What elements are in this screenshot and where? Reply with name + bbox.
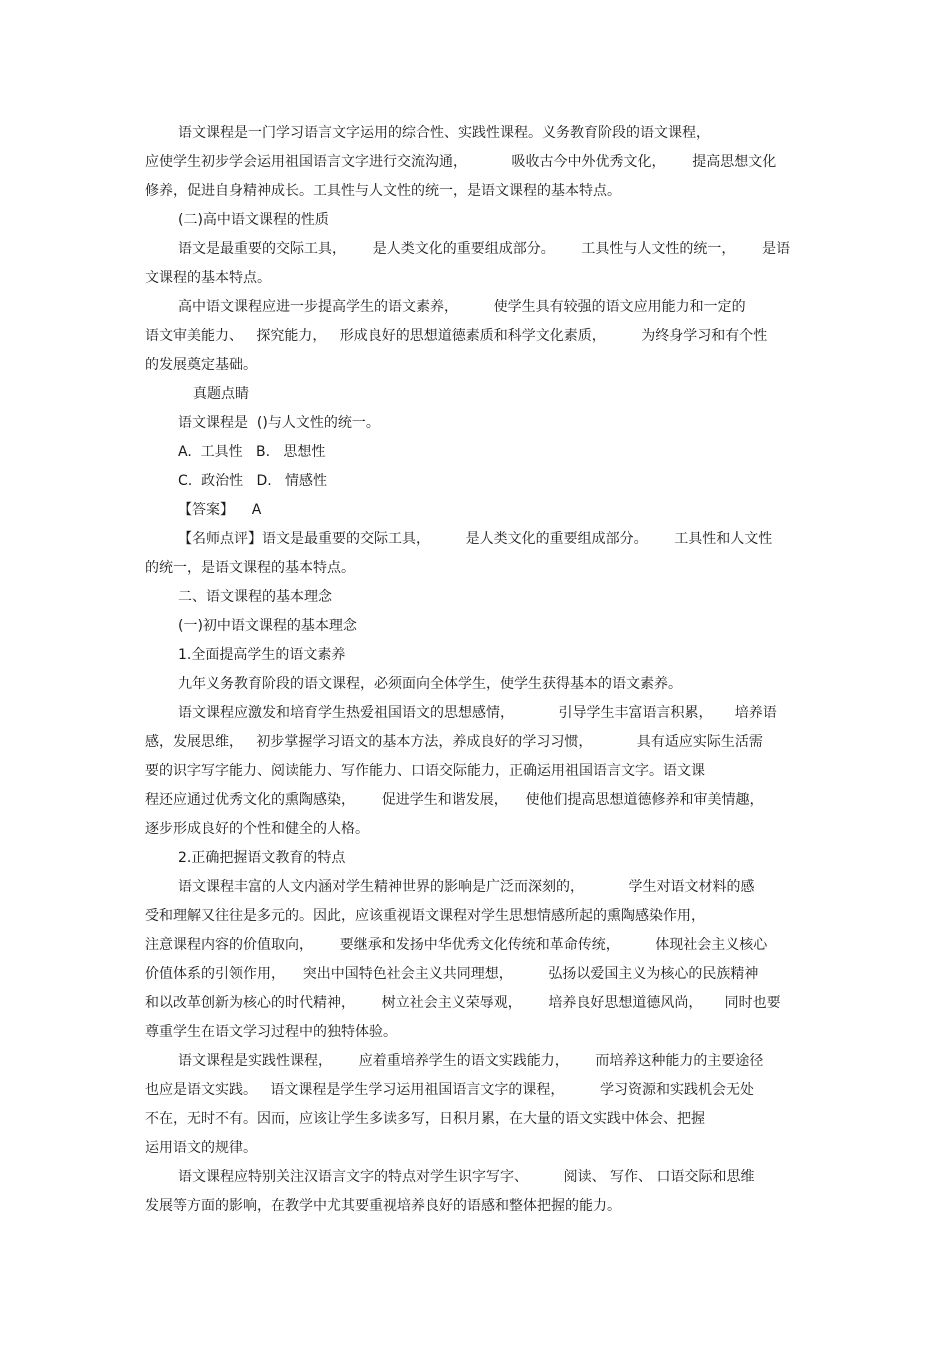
text-line: 语文课程是 ()与人文性的统一。 (178, 415, 380, 431)
text-line: 高中语文课程应进一步提高学生的语文素养， 使学生具有较强的语文应用能力和一定的 (178, 299, 746, 315)
text-line: 程还应通过优秀文化的熏陶感染， 促进学生和谐发展， 使他们提高思想道德修养和审美情趣， (145, 792, 764, 808)
text-line: (一)初中语文课程的基本理念 (178, 618, 357, 634)
text-line: (二)高中语文课程的性质 (178, 212, 329, 228)
text-line: 发展等方面的影响，在教学中尤其要重视培养良好的语感和整体把握的能力。 (145, 1198, 621, 1214)
text-line: A. 工具性 B. 思想性 (178, 444, 326, 460)
text-line: 的统一，是语文课程的基本特点。 (145, 560, 355, 576)
text-line: 2.正确把握语文教育的特点 (178, 850, 346, 866)
text-line: 文课程的基本特点。 (145, 270, 271, 286)
text-line: 不在，无时不有。因而，应该让学生多读多写，日积月累，在大量的语文实践中体会、把握 (145, 1111, 705, 1127)
text-line: 逐步形成良好的个性和健全的人格。 (145, 821, 369, 837)
text-line: 1.全面提高学生的语文素养 (178, 647, 346, 663)
text-line: 【答案】 A (178, 502, 262, 518)
text-line: 二、语文课程的基本理念 (178, 589, 332, 605)
text-line: 运用语文的规律。 (145, 1140, 257, 1156)
text-line: 语文课程应激发和培育学生热爱祖国语文的思想感情， 引导学生丰富语言积累， 培养语 (178, 705, 777, 721)
text-line: 修养，促进自身精神成长。工具性与人文性的统一，是语文课程的基本特点。 (145, 183, 621, 199)
text-line: 受和理解又往往是多元的。因此，应该重视语文课程对学生思想情感所起的熏陶感染作用， (145, 908, 705, 924)
text-line: 【名师点评】语文是最重要的交际工具， 是人类文化的重要组成部分。 工具性和人文性 (178, 531, 773, 547)
text-line: 语文课程应特别关注汉语言文字的特点对学生识字写字、 阅读、 写作、 口语交际和思维 (178, 1169, 755, 1185)
text-line: 感，发展思维， 初步掌握学习语文的基本方法，养成良好的学习习惯， 具有适应实际生活需 (145, 734, 763, 750)
text-line: 语文课程丰富的人文内涵对学生精神世界的影响是广泛而深刻的， 学生对语文材料的感 (178, 879, 755, 895)
text-line: 语文审美能力、 探究能力， 形成良好的思想道德素质和科学文化素质， 为终身学习和有个性 (145, 328, 768, 344)
text-line: 要的识字写字能力、阅读能力、写作能力、口语交际能力，正确运用祖国语言文字。语文课 (145, 763, 705, 779)
text-line: 应使学生初步学会运用祖国语言文字进行交流沟通， 吸收古今中外优秀文化， 提高思想文化 (145, 154, 777, 170)
text-line: 注意课程内容的价值取向， 要继承和发扬中华优秀文化传统和革命传统， 体现社会主义核心 (145, 937, 768, 953)
text-line: 尊重学生在语文学习过程中的独特体验。 (145, 1024, 397, 1040)
text-line: 价值体系的引领作用， 突出中国特色社会主义共同理想， 弘扬以爱国主义为核心的民族精神 (145, 966, 759, 982)
text-line: 的发展奠定基础。 (145, 357, 257, 373)
text-line: 九年义务教育阶段的语文课程，必须面向全体学生，使学生获得基本的语文素养。 (178, 676, 682, 692)
text-line: 语文课程是一门学习语言文字运用的综合性、实践性课程。义务教育阶段的语文课程， (178, 125, 710, 141)
text-line: 和以改革创新为核心的时代精神， 树立社会主义荣辱观， 培养良好思想道德风尚， 同时也要 (145, 995, 781, 1011)
text-line: C. 政治性 D. 情感性 (178, 473, 328, 489)
text-line: 也应是语文实践。 语文课程是学生学习运用祖国语言文字的课程， 学习资源和实践机会无处 (145, 1082, 754, 1098)
text-line: 真题点睛 (193, 386, 249, 402)
text-line: 语文课程是实践性课程， 应着重培养学生的语文实践能力， 而培养这种能力的主要途径 (178, 1053, 764, 1069)
text-line: 语文是最重要的交际工具， 是人类文化的重要组成部分。 工具性与人文性的统一， 是语 (178, 241, 791, 257)
